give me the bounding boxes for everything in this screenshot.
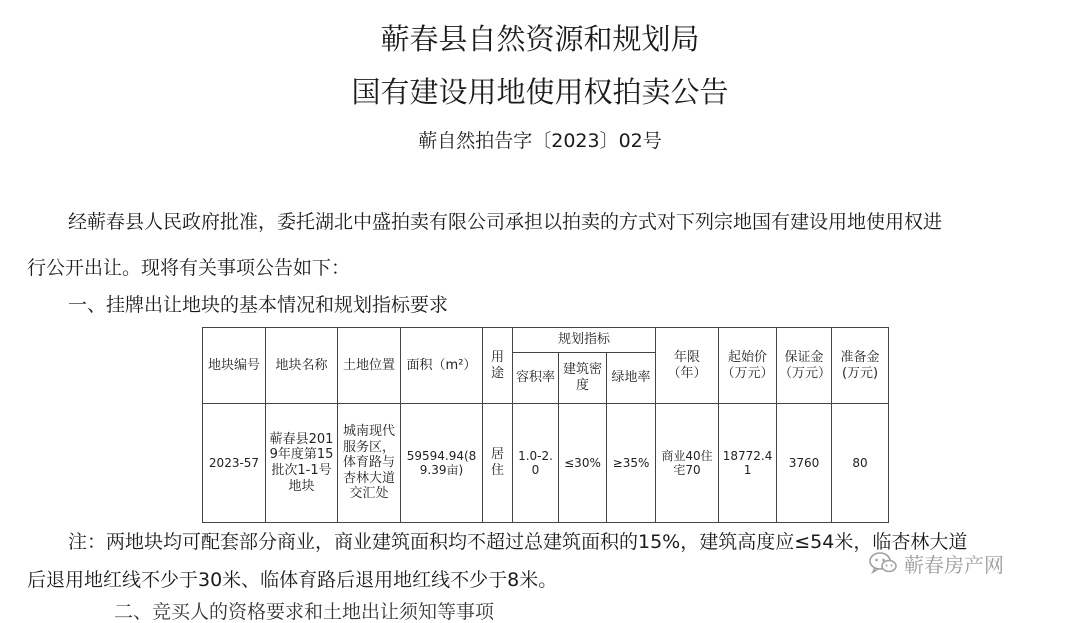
header-green: 绿地率 bbox=[607, 353, 656, 404]
cell-far: 1.0-2.0 bbox=[513, 404, 559, 523]
header-parcel-name: 地块名称 bbox=[266, 328, 338, 404]
cell-location: 城南现代服务区，体育路与杏林大道交汇处 bbox=[338, 404, 401, 523]
header-term: 年限（年） bbox=[656, 328, 719, 404]
notice-title: 国有建设用地使用权拍卖公告 bbox=[351, 75, 729, 109]
header-far: 容积率 bbox=[513, 353, 559, 404]
header-planning: 规划指标 bbox=[513, 328, 656, 353]
section2-heading-partial: 二、竞买人的资格要求和土地出让须知等事项 bbox=[114, 601, 495, 623]
header-location: 土地位置 bbox=[338, 328, 401, 404]
header-reserve: 准备金(万元) bbox=[832, 328, 889, 404]
land-parcel-table bbox=[202, 327, 889, 523]
header-start-price: 起始价（万元） bbox=[719, 328, 777, 404]
cell-density: ≤30% bbox=[559, 404, 607, 523]
cell-parcel-no: 2023-57 bbox=[203, 404, 266, 523]
header-area: 面积（m²） bbox=[401, 328, 483, 404]
note-line2: 后退用地红线不少于30米、临体育路后退用地红线不少于8米。 bbox=[27, 569, 558, 591]
watermark-label: 蕲春房产网 bbox=[904, 552, 1004, 577]
cell-term: 商业40住宅70 bbox=[656, 404, 719, 523]
table-header-row bbox=[203, 328, 889, 353]
header-use: 用途 bbox=[483, 328, 513, 404]
wechat-icon bbox=[868, 550, 898, 576]
section1-heading: 一、挂牌出让地块的基本情况和规划指标要求 bbox=[68, 294, 449, 316]
cell-green: ≥35% bbox=[607, 404, 656, 523]
cell-start-price: 18772.41 bbox=[719, 404, 777, 523]
cell-parcel-name: 蕲春县2019年度第15批次1-1号地块 bbox=[266, 404, 338, 523]
document-number: 蕲自然拍告字〔2023〕02号 bbox=[418, 130, 662, 152]
intro-paragraph-line1: 经蕲春县人民政府批准，委托湖北中盛拍卖有限公司承担以拍卖的方式对下列宗地国有建设用地使用权进 bbox=[68, 211, 943, 233]
cell-deposit: 3760 bbox=[777, 404, 832, 523]
note-line1: 注：两地块均可配套部分商业，商业建筑面积均不超过总建筑面积的15%，建筑高度应≤54米，临杏林大道 bbox=[68, 531, 968, 553]
cell-area: 59594.94(89.39亩) bbox=[401, 404, 483, 523]
cell-use: 居住 bbox=[483, 404, 513, 523]
account-watermark bbox=[868, 548, 1004, 578]
table-row bbox=[203, 404, 889, 523]
header-density: 建筑密度 bbox=[559, 353, 607, 404]
cell-reserve: 80 bbox=[832, 404, 889, 523]
header-parcel-no: 地块编号 bbox=[203, 328, 266, 404]
header-deposit: 保证金（万元） bbox=[777, 328, 832, 404]
notice-issuer-title: 蕲春县自然资源和规划局 bbox=[380, 22, 700, 56]
intro-paragraph-line2: 行公开出让。现将有关事项公告如下： bbox=[27, 257, 351, 279]
